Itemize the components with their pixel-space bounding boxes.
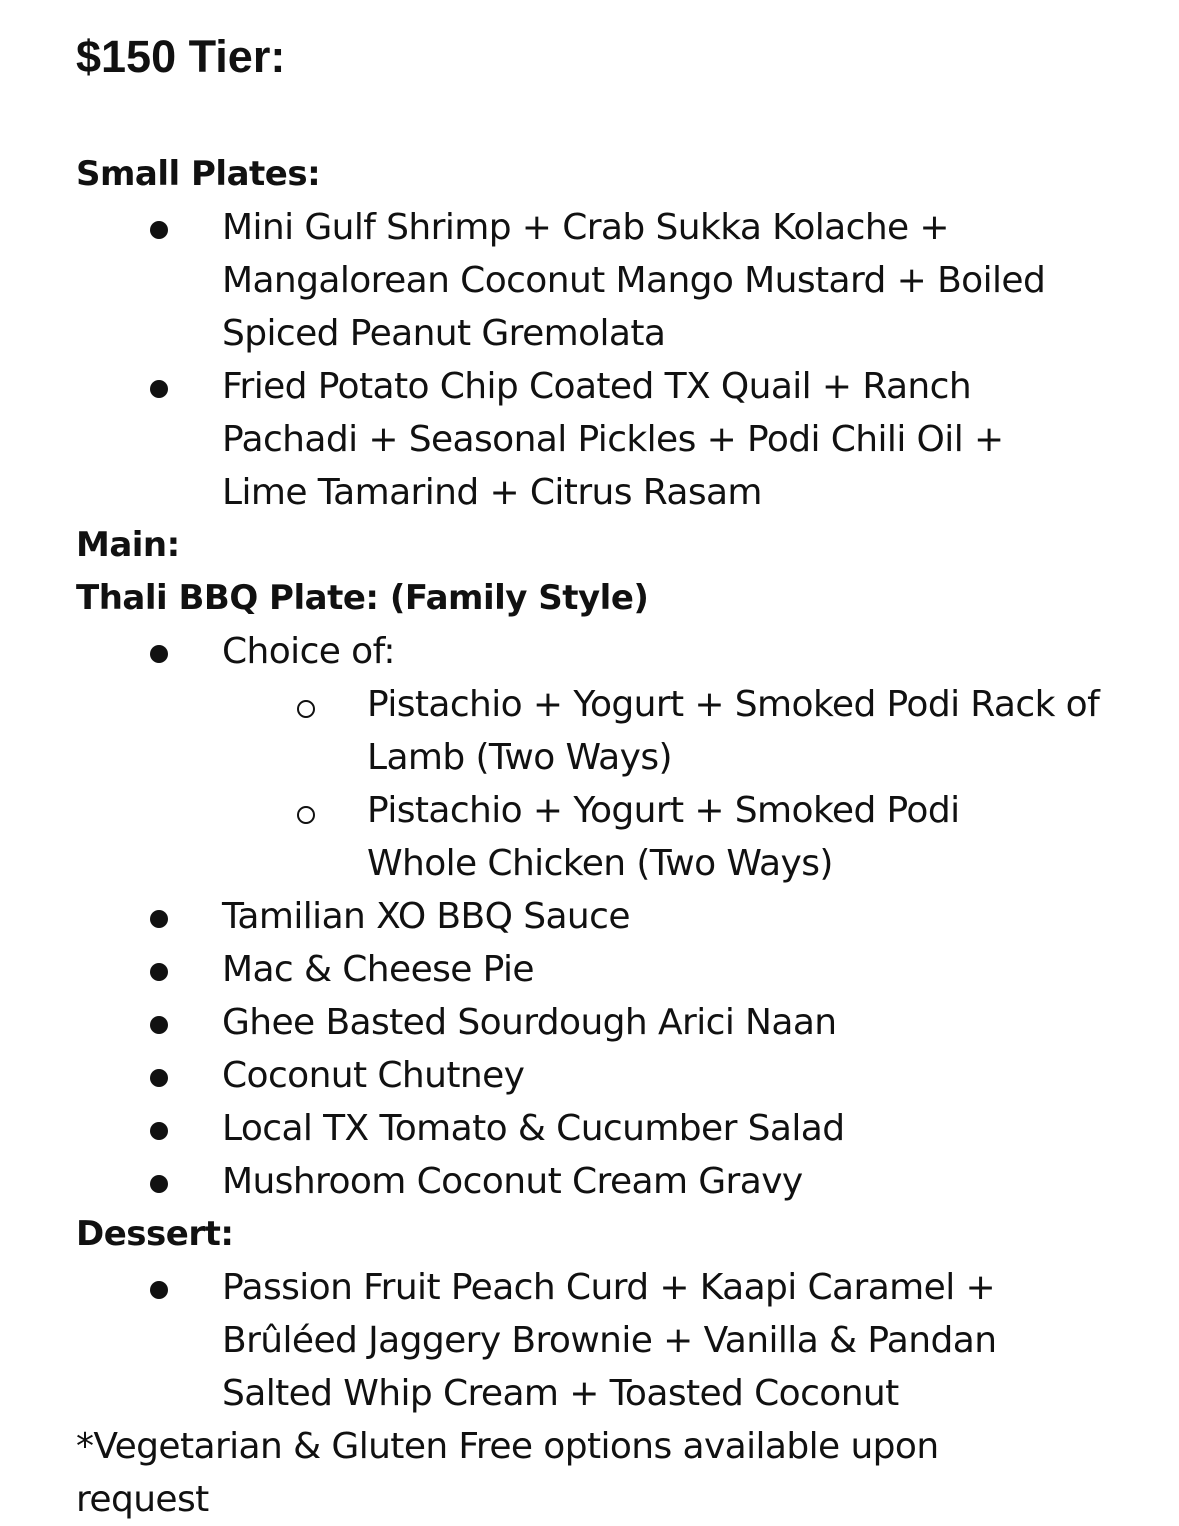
dessert-heading: Dessert: <box>76 1214 234 1254</box>
main-item: Tamilian XO BBQ Sauce <box>222 896 630 937</box>
tier-title: $150 Tier: <box>76 31 286 82</box>
list-item <box>222 784 1027 890</box>
list-item <box>76 1261 1052 1420</box>
bullet-icon <box>150 943 170 996</box>
main-item: Local TX Tomato & Cucumber Salad <box>222 1108 845 1149</box>
main-heading: Main: <box>76 525 180 565</box>
choice-label: Choice of: <box>222 631 395 672</box>
bullet-icon <box>150 625 170 678</box>
bullet-icon <box>150 996 170 1049</box>
bullet-icon <box>150 1155 170 1208</box>
choice-item: Pistachio + Yogurt + Smoked Podi Whole Chicken (Two Ways) <box>367 790 960 884</box>
small-plate-item: Fried Potato Chip Coated TX Quail + Ranch Pachadi + Seasonal Pickles + Podi Chili Oil + Lime Tamarind + Citrus Rasam <box>222 366 1004 513</box>
small-plates-heading: Small Plates: <box>76 154 321 194</box>
list-item <box>76 890 1136 943</box>
bullet-icon <box>150 201 170 254</box>
small-plates-list <box>76 201 1136 519</box>
list-item <box>76 201 1122 360</box>
thali-subheading: Thali BBQ Plate: (Family Style) <box>76 578 649 618</box>
small-plate-item: Mini Gulf Shrimp + Crab Sukka Kolache + Mangalorean Coconut Mango Mustard + Boiled Spiced Peanut Gremolata <box>222 207 1046 354</box>
main-item: Coconut Chutney <box>222 1055 525 1096</box>
list-item <box>76 1049 1136 1102</box>
circle-bullet-icon <box>297 784 317 837</box>
list-item <box>76 1102 1136 1155</box>
bullet-icon <box>150 1049 170 1102</box>
dietary-note: *Vegetarian & Gluten Free options available upon request <box>76 1426 939 1520</box>
main-list <box>76 625 1136 1208</box>
main-item: Mac & Cheese Pie <box>222 949 534 990</box>
list-item <box>76 943 1136 996</box>
choice-list <box>222 678 1136 890</box>
list-item <box>76 625 1136 890</box>
dessert-item: Passion Fruit Peach Curd + Kaapi Caramel + Brûléed Jaggery Brownie + Vanilla & Pandan Salted Whip Cream + Toasted Coconut <box>222 1267 997 1414</box>
bullet-icon <box>150 890 170 943</box>
bullet-icon <box>150 360 170 413</box>
dessert-list <box>76 1261 1136 1420</box>
choice-item: Pistachio + Yogurt + Smoked Podi Rack of Lamb (Two Ways) <box>367 684 1100 778</box>
circle-bullet-icon <box>297 678 317 731</box>
list-item <box>76 1155 1136 1208</box>
list-item <box>76 996 1136 1049</box>
menu-document <box>76 28 1136 1526</box>
bullet-icon <box>150 1102 170 1155</box>
main-item: Mushroom Coconut Cream Gravy <box>222 1161 803 1202</box>
list-item <box>76 360 1022 519</box>
list-item <box>222 678 1102 784</box>
bullet-icon <box>150 1261 170 1314</box>
main-item: Ghee Basted Sourdough Arici Naan <box>222 1002 837 1043</box>
